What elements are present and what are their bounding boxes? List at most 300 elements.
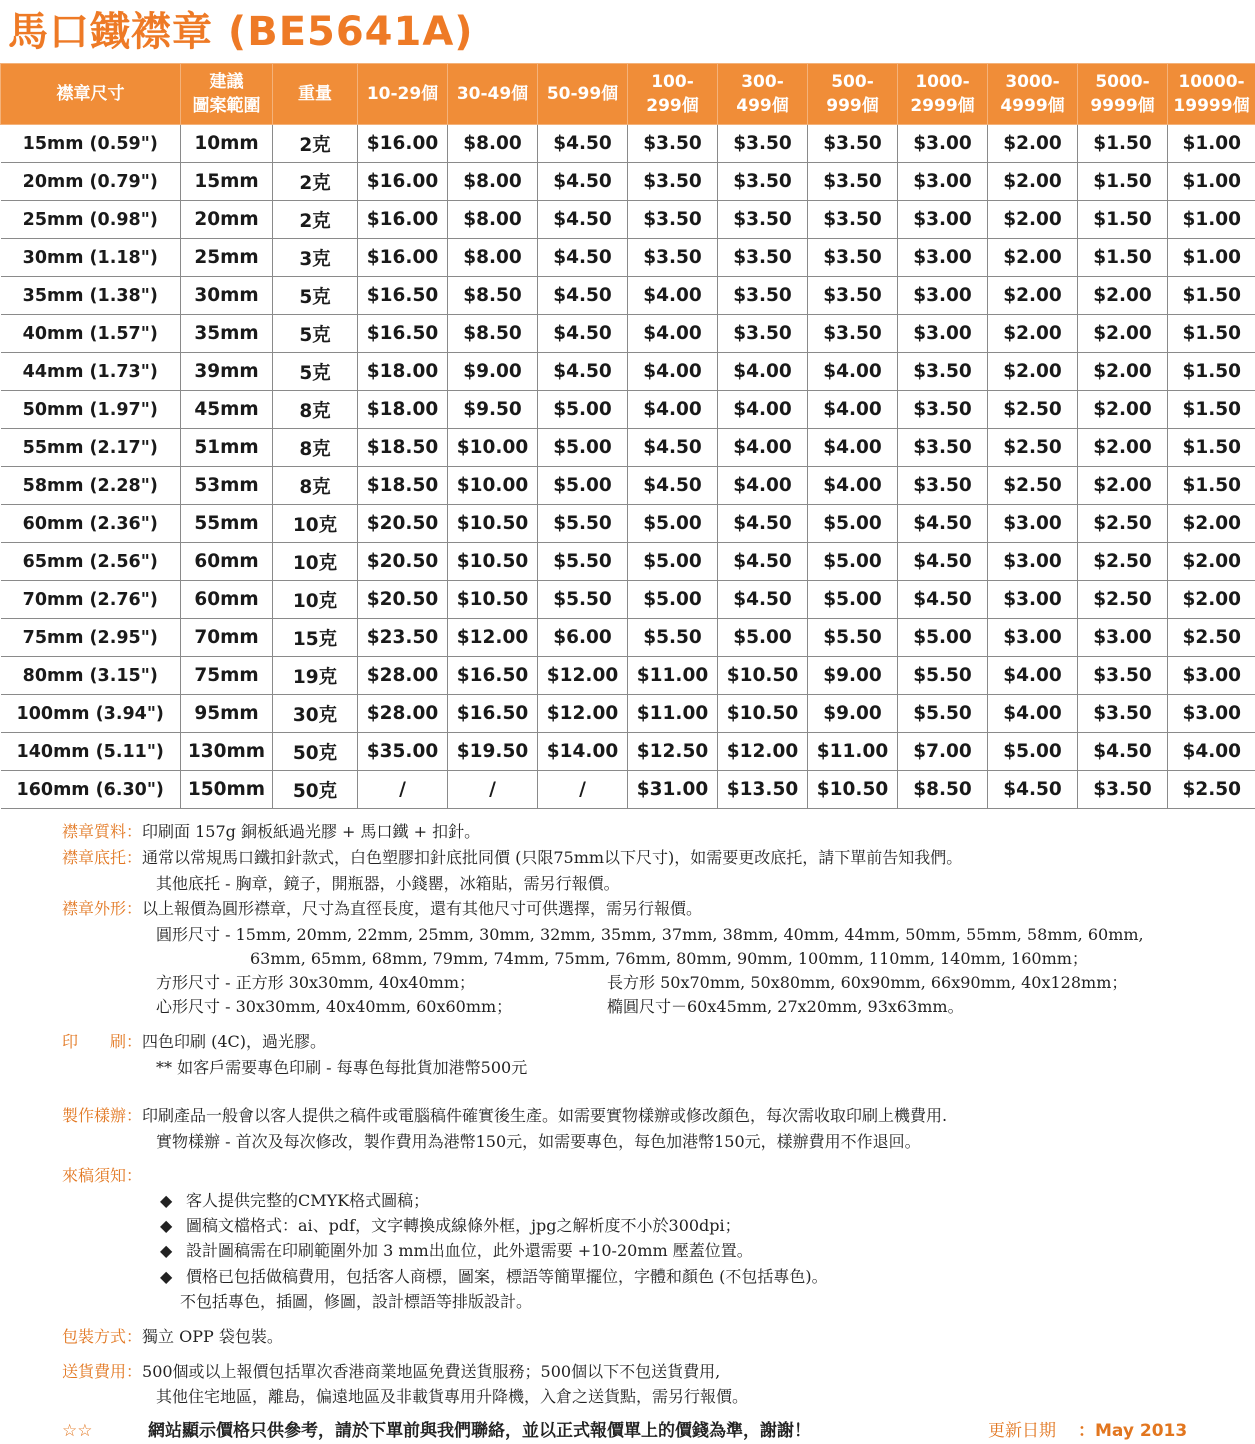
price-cell: $5.50 bbox=[898, 695, 988, 733]
sample-text: 印刷產品一般會以客人提供之稿件或電腦稿件確實後生產。如需要實物樣辦或修改顏色，每次需收取印刷上機費用. bbox=[142, 1106, 947, 1125]
price-cell: $1.00 bbox=[1168, 125, 1255, 163]
column-header: 100- 299個 bbox=[628, 64, 718, 125]
price-cell: $16.50 bbox=[448, 657, 538, 695]
size-cell: 100mm (3.94") bbox=[1, 695, 181, 733]
price-cell: $2.00 bbox=[1168, 581, 1255, 619]
design-area-cell: 60mm bbox=[181, 543, 273, 581]
design-area-cell: 75mm bbox=[181, 657, 273, 695]
price-cell: $3.00 bbox=[898, 163, 988, 201]
size-cell: 50mm (1.97") bbox=[1, 391, 181, 429]
price-cell: $4.50 bbox=[628, 429, 718, 467]
price-cell: $4.00 bbox=[988, 657, 1078, 695]
price-cell: $35.00 bbox=[358, 733, 448, 771]
price-cell: $12.50 bbox=[628, 733, 718, 771]
price-cell: $28.00 bbox=[358, 695, 448, 733]
column-header: 重量 bbox=[273, 64, 358, 125]
backing-label: 襟章底托： bbox=[62, 848, 142, 867]
price-cell: $10.50 bbox=[448, 581, 538, 619]
column-header: 10-29個 bbox=[358, 64, 448, 125]
design-area-cell: 15mm bbox=[181, 163, 273, 201]
price-cell: $3.50 bbox=[808, 163, 898, 201]
column-header: 500- 999個 bbox=[808, 64, 898, 125]
size-cell: 75mm (2.95") bbox=[1, 619, 181, 657]
price-cell: $2.00 bbox=[1078, 277, 1168, 315]
price-cell: $2.00 bbox=[988, 353, 1078, 391]
delivery-label: 送貨費用： bbox=[62, 1362, 142, 1381]
price-cell: $10.50 bbox=[448, 505, 538, 543]
price-cell: $3.00 bbox=[988, 505, 1078, 543]
price-cell: $4.50 bbox=[538, 125, 628, 163]
price-cell: $2.50 bbox=[988, 467, 1078, 505]
backing-note bbox=[62, 846, 962, 870]
price-cell: $4.50 bbox=[538, 353, 628, 391]
design-area-cell: 55mm bbox=[181, 505, 273, 543]
price-cell: $5.00 bbox=[808, 505, 898, 543]
artwork-item-text: 圖稿文檔格式：ai、pdf，文字轉換成線條外框，jpg之解析度不小於300dpi； bbox=[186, 1216, 741, 1235]
price-cell: $5.50 bbox=[538, 543, 628, 581]
column-header: 襟章尺寸 bbox=[1, 64, 181, 125]
price-cell: $3.50 bbox=[808, 125, 898, 163]
price-cell: $4.00 bbox=[808, 391, 898, 429]
weight-cell: 3克 bbox=[273, 239, 358, 277]
price-cell: $4.00 bbox=[628, 315, 718, 353]
price-cell: $5.00 bbox=[628, 505, 718, 543]
price-cell: $4.50 bbox=[538, 277, 628, 315]
material-note bbox=[62, 820, 480, 844]
sample-text-2: 實物樣辦 - 首次及每次修改，製作費用為港幣150元，如需要專色，每色加港幣150元，樣辦費用不作退回。 bbox=[156, 1130, 921, 1154]
price-cell: $3.50 bbox=[808, 201, 898, 239]
price-cell: $31.00 bbox=[628, 771, 718, 809]
table-row bbox=[1, 657, 1255, 695]
price-cell: $18.50 bbox=[358, 467, 448, 505]
column-header: 5000- 9999個 bbox=[1078, 64, 1168, 125]
updated-value: ：May 2013 bbox=[1078, 1418, 1187, 1444]
price-cell: $10.00 bbox=[448, 429, 538, 467]
table-row bbox=[1, 201, 1255, 239]
price-cell: $14.00 bbox=[538, 733, 628, 771]
artwork-item bbox=[160, 1239, 753, 1263]
oval-sizes: 橢圓尺寸－60x45mm, 27x20mm, 93x63mm。 bbox=[607, 995, 964, 1019]
price-cell: $3.00 bbox=[898, 315, 988, 353]
artwork-item-text: 價格已包括做稿費用，包括客人商標，圖案，標語等簡單擺位，字體和顏色 (不包括專色)。 bbox=[186, 1267, 828, 1286]
price-cell: $3.50 bbox=[718, 277, 808, 315]
price-cell: $3.00 bbox=[898, 239, 988, 277]
table-row bbox=[1, 315, 1255, 353]
column-header: 3000- 4999個 bbox=[988, 64, 1078, 125]
price-cell: $18.00 bbox=[358, 391, 448, 429]
price-cell: $2.00 bbox=[1078, 467, 1168, 505]
design-area-cell: 20mm bbox=[181, 201, 273, 239]
print-note bbox=[62, 1030, 326, 1054]
price-cell: $5.00 bbox=[718, 619, 808, 657]
table-row bbox=[1, 429, 1255, 467]
table-row bbox=[1, 163, 1255, 201]
design-area-cell: 10mm bbox=[181, 125, 273, 163]
packing-note bbox=[62, 1325, 283, 1349]
design-area-cell: 60mm bbox=[181, 581, 273, 619]
size-cell: 80mm (3.15") bbox=[1, 657, 181, 695]
shape-text: 以上報價為圓形襟章，尺寸為直徑長度，還有其他尺寸可供選擇，需另行報價。 bbox=[142, 899, 702, 918]
artwork-note bbox=[62, 1164, 142, 1188]
price-cell: $9.00 bbox=[448, 353, 538, 391]
price-cell: $5.50 bbox=[898, 657, 988, 695]
price-cell: $9.00 bbox=[808, 695, 898, 733]
diamond-bullet-icon: ◆ bbox=[160, 1189, 186, 1213]
design-area-cell: 51mm bbox=[181, 429, 273, 467]
price-cell: $3.50 bbox=[808, 239, 898, 277]
price-cell: $3.50 bbox=[628, 163, 718, 201]
size-cell: 160mm (6.30") bbox=[1, 771, 181, 809]
price-cell: $3.50 bbox=[898, 353, 988, 391]
price-cell: $16.00 bbox=[358, 239, 448, 277]
weight-cell: 8克 bbox=[273, 391, 358, 429]
price-cell: $1.00 bbox=[1168, 201, 1255, 239]
design-area-cell: 150mm bbox=[181, 771, 273, 809]
price-cell: $10.50 bbox=[718, 657, 808, 695]
column-header: 建議 圖案範圍 bbox=[181, 64, 273, 125]
table-row bbox=[1, 543, 1255, 581]
price-cell: $3.00 bbox=[988, 543, 1078, 581]
price-cell: $8.00 bbox=[448, 201, 538, 239]
price-cell: $3.50 bbox=[1078, 695, 1168, 733]
column-header: 30-49個 bbox=[448, 64, 538, 125]
size-cell: 65mm (2.56") bbox=[1, 543, 181, 581]
weight-cell: 19克 bbox=[273, 657, 358, 695]
price-cell: $4.00 bbox=[808, 467, 898, 505]
weight-cell: 2克 bbox=[273, 125, 358, 163]
price-cell: $9.00 bbox=[808, 657, 898, 695]
print-text-2: ** 如客戶需要專色印刷 - 每專色每批貨加港幣500元 bbox=[156, 1056, 527, 1080]
artwork-item-text: 設計圖稿需在印刷範圍外加 3 mm出血位，此外還需要 +10-20mm 壓蓋位置。 bbox=[186, 1241, 753, 1260]
diamond-bullet-icon: ◆ bbox=[160, 1265, 186, 1289]
price-cell: $2.00 bbox=[988, 277, 1078, 315]
price-cell: $16.50 bbox=[358, 277, 448, 315]
material-label: 襟章質料： bbox=[62, 822, 142, 841]
design-area-cell: 35mm bbox=[181, 315, 273, 353]
price-cell: $3.50 bbox=[1078, 771, 1168, 809]
weight-cell: 2克 bbox=[273, 201, 358, 239]
design-area-cell: 45mm bbox=[181, 391, 273, 429]
updated-label: 更新日期 bbox=[988, 1418, 1056, 1444]
weight-cell: 15克 bbox=[273, 619, 358, 657]
table-row bbox=[1, 353, 1255, 391]
price-cell: $5.00 bbox=[538, 391, 628, 429]
price-cell: $20.50 bbox=[358, 581, 448, 619]
price-cell: $1.00 bbox=[1168, 239, 1255, 277]
size-cell: 40mm (1.57") bbox=[1, 315, 181, 353]
price-cell: $16.00 bbox=[358, 163, 448, 201]
size-cell: 70mm (2.76") bbox=[1, 581, 181, 619]
price-cell: $11.00 bbox=[628, 695, 718, 733]
price-cell: $12.00 bbox=[718, 733, 808, 771]
weight-cell: 5克 bbox=[273, 315, 358, 353]
price-cell: $1.50 bbox=[1168, 391, 1255, 429]
price-cell: $4.50 bbox=[988, 771, 1078, 809]
round-sizes-1: 圓形尺寸 - 15mm, 20mm, 22mm, 25mm, 30mm, 32mm, 35mm, 37mm, 38mm, 40mm, 44mm, 50mm, 55mm, 58mm, 60mm, bbox=[156, 923, 1144, 947]
price-cell: $13.50 bbox=[718, 771, 808, 809]
price-cell: $8.00 bbox=[448, 125, 538, 163]
column-header: 300- 499個 bbox=[718, 64, 808, 125]
price-cell: $5.50 bbox=[628, 619, 718, 657]
price-cell: $2.50 bbox=[1078, 581, 1168, 619]
price-cell: $3.50 bbox=[628, 239, 718, 277]
material-text: 印刷面 157g 銅板紙過光膠 + 馬口鐵 + 扣針。 bbox=[142, 822, 480, 841]
price-cell: $5.00 bbox=[628, 581, 718, 619]
price-cell: $4.50 bbox=[898, 581, 988, 619]
price-cell: $4.00 bbox=[988, 695, 1078, 733]
weight-cell: 10克 bbox=[273, 543, 358, 581]
rect-sizes: 長方形 50x70mm, 50x80mm, 60x90mm, 66x90mm, 40x128mm； bbox=[607, 971, 1127, 995]
price-cell: $3.50 bbox=[718, 163, 808, 201]
disclaimer-text: 網站顯示價格只供參考，請於下單前與我們聯絡，並以正式報價單上的價錢為準，謝謝！ bbox=[148, 1418, 811, 1444]
backing-text-2: 其他底托 - 胸章，鏡子，開瓶器，小錢罌，冰箱貼，需另行報價。 bbox=[156, 872, 620, 896]
price-cell: $3.00 bbox=[1168, 657, 1255, 695]
price-cell: $3.00 bbox=[898, 201, 988, 239]
price-cell: $4.50 bbox=[898, 505, 988, 543]
table-row bbox=[1, 771, 1255, 809]
price-cell: $16.00 bbox=[358, 201, 448, 239]
price-cell: $3.50 bbox=[808, 277, 898, 315]
price-cell: $4.50 bbox=[538, 315, 628, 353]
price-cell: $18.00 bbox=[358, 353, 448, 391]
price-cell: $3.50 bbox=[718, 239, 808, 277]
print-text: 四色印刷 (4C)，過光膠。 bbox=[142, 1032, 326, 1051]
column-header: 10000- 19999個 bbox=[1168, 64, 1255, 125]
design-area-cell: 53mm bbox=[181, 467, 273, 505]
weight-cell: 10克 bbox=[273, 581, 358, 619]
price-cell: $8.50 bbox=[898, 771, 988, 809]
price-cell: $12.00 bbox=[538, 695, 628, 733]
price-cell: $4.50 bbox=[718, 543, 808, 581]
price-cell: $4.00 bbox=[1168, 733, 1255, 771]
size-cell: 60mm (2.36") bbox=[1, 505, 181, 543]
price-cell: $2.50 bbox=[1078, 505, 1168, 543]
price-cell: $4.50 bbox=[1078, 733, 1168, 771]
price-cell: $2.00 bbox=[988, 125, 1078, 163]
delivery-note bbox=[62, 1360, 720, 1384]
price-cell: $12.00 bbox=[448, 619, 538, 657]
size-cell: 35mm (1.38") bbox=[1, 277, 181, 315]
size-cell: 30mm (1.18") bbox=[1, 239, 181, 277]
weight-cell: 8克 bbox=[273, 429, 358, 467]
price-cell: $16.00 bbox=[358, 125, 448, 163]
price-cell: $16.50 bbox=[448, 695, 538, 733]
price-cell: $28.00 bbox=[358, 657, 448, 695]
price-cell: $2.50 bbox=[1168, 619, 1255, 657]
price-cell: $1.00 bbox=[1168, 163, 1255, 201]
price-cell: $1.50 bbox=[1078, 239, 1168, 277]
price-cell: $10.50 bbox=[718, 695, 808, 733]
delivery-text-2: 其他住宅地區，離島，偏遠地區及非載貨專用升降機，入倉之送貨點，需另行報價。 bbox=[156, 1385, 748, 1409]
price-cell: $3.50 bbox=[898, 429, 988, 467]
weight-cell: 2克 bbox=[273, 163, 358, 201]
price-cell: $2.00 bbox=[1078, 391, 1168, 429]
price-cell: $12.00 bbox=[538, 657, 628, 695]
weight-cell: 50克 bbox=[273, 771, 358, 809]
weight-cell: 10克 bbox=[273, 505, 358, 543]
packing-text: 獨立 OPP 袋包裝。 bbox=[142, 1327, 283, 1346]
price-cell: $20.50 bbox=[358, 543, 448, 581]
sample-label: 製作樣辦： bbox=[62, 1106, 142, 1125]
shape-label: 襟章外形： bbox=[62, 899, 142, 918]
price-cell: $1.50 bbox=[1078, 125, 1168, 163]
price-cell: $1.50 bbox=[1168, 315, 1255, 353]
price-cell: / bbox=[538, 771, 628, 809]
price-cell: $5.00 bbox=[628, 543, 718, 581]
weight-cell: 5克 bbox=[273, 353, 358, 391]
design-area-cell: 95mm bbox=[181, 695, 273, 733]
price-cell: $5.00 bbox=[808, 581, 898, 619]
price-cell: $5.00 bbox=[988, 733, 1078, 771]
table-row bbox=[1, 277, 1255, 315]
table-row bbox=[1, 581, 1255, 619]
price-cell: $2.50 bbox=[988, 429, 1078, 467]
price-cell: $4.00 bbox=[718, 353, 808, 391]
price-cell: $4.00 bbox=[718, 391, 808, 429]
price-cell: $4.50 bbox=[898, 543, 988, 581]
price-cell: $4.00 bbox=[628, 353, 718, 391]
price-cell: $3.50 bbox=[718, 201, 808, 239]
price-cell: $2.00 bbox=[988, 201, 1078, 239]
size-cell: 44mm (1.73") bbox=[1, 353, 181, 391]
price-cell: $5.50 bbox=[808, 619, 898, 657]
price-cell: $4.00 bbox=[808, 353, 898, 391]
packing-label: 包裝方式： bbox=[62, 1327, 142, 1346]
price-cell: $4.50 bbox=[718, 581, 808, 619]
price-cell: $4.00 bbox=[718, 429, 808, 467]
price-cell: $2.50 bbox=[1168, 771, 1255, 809]
price-cell: $18.50 bbox=[358, 429, 448, 467]
table-row bbox=[1, 391, 1255, 429]
price-cell: $1.50 bbox=[1078, 201, 1168, 239]
price-cell: $10.00 bbox=[448, 467, 538, 505]
diamond-bullet-icon: ◆ bbox=[160, 1239, 186, 1263]
price-cell: $16.50 bbox=[358, 315, 448, 353]
print-label: 印 刷： bbox=[62, 1032, 142, 1051]
table-row bbox=[1, 467, 1255, 505]
heart-sizes: 心形尺寸 - 30x30mm, 40x40mm, 60x60mm； bbox=[156, 995, 512, 1019]
square-sizes: 方形尺寸 - 正方形 30x30mm, 40x40mm； bbox=[156, 971, 475, 995]
price-cell: $3.50 bbox=[898, 391, 988, 429]
table-row bbox=[1, 733, 1255, 771]
price-cell: $3.50 bbox=[718, 125, 808, 163]
size-cell: 20mm (0.79") bbox=[1, 163, 181, 201]
price-cell: $5.00 bbox=[808, 543, 898, 581]
design-area-cell: 130mm bbox=[181, 733, 273, 771]
design-area-cell: 70mm bbox=[181, 619, 273, 657]
price-cell: $4.00 bbox=[808, 429, 898, 467]
price-cell: $1.50 bbox=[1168, 429, 1255, 467]
price-cell: $2.00 bbox=[1078, 429, 1168, 467]
price-cell: $4.50 bbox=[538, 201, 628, 239]
artwork-extra: 不包括專色，插圖，修圖，設計標語等排版設計。 bbox=[180, 1290, 532, 1314]
price-cell: $2.50 bbox=[1078, 543, 1168, 581]
price-table bbox=[0, 63, 1255, 809]
price-cell: $3.00 bbox=[898, 125, 988, 163]
price-cell: $5.50 bbox=[538, 581, 628, 619]
price-cell: $1.50 bbox=[1168, 467, 1255, 505]
price-cell: $3.00 bbox=[988, 581, 1078, 619]
round-sizes-2: 63mm, 65mm, 68mm, 79mm, 74mm, 75mm, 76mm, 80mm, 90mm, 100mm, 110mm, 140mm, 160mm； bbox=[250, 947, 1088, 971]
price-cell: $2.00 bbox=[1078, 353, 1168, 391]
price-cell: $2.00 bbox=[988, 163, 1078, 201]
price-cell: $5.00 bbox=[898, 619, 988, 657]
size-cell: 15mm (0.59") bbox=[1, 125, 181, 163]
price-cell: $2.00 bbox=[1168, 543, 1255, 581]
price-cell: $4.00 bbox=[718, 467, 808, 505]
artwork-item bbox=[160, 1265, 828, 1289]
price-cell: $5.00 bbox=[538, 467, 628, 505]
price-cell: / bbox=[448, 771, 538, 809]
sample-note bbox=[62, 1104, 947, 1128]
price-cell: $8.50 bbox=[448, 277, 538, 315]
price-cell: $23.50 bbox=[358, 619, 448, 657]
price-cell: $3.50 bbox=[628, 201, 718, 239]
price-cell: $5.50 bbox=[538, 505, 628, 543]
design-area-cell: 25mm bbox=[181, 239, 273, 277]
delivery-text: 500個或以上報價包括單次香港商業地區免費送貨服務；500個以下不包送貨費用, bbox=[142, 1362, 720, 1381]
artwork-item bbox=[160, 1189, 429, 1213]
shape-note bbox=[62, 897, 702, 921]
price-cell: $2.00 bbox=[1078, 315, 1168, 353]
price-cell: $2.00 bbox=[988, 239, 1078, 277]
price-cell: $3.50 bbox=[808, 315, 898, 353]
price-cell: $1.50 bbox=[1078, 163, 1168, 201]
price-cell: $2.00 bbox=[1168, 505, 1255, 543]
price-cell: $3.00 bbox=[898, 277, 988, 315]
table-row bbox=[1, 125, 1255, 163]
star-icon: ☆☆ bbox=[62, 1418, 92, 1444]
design-area-cell: 30mm bbox=[181, 277, 273, 315]
price-cell: $4.50 bbox=[628, 467, 718, 505]
price-cell: $1.50 bbox=[1168, 277, 1255, 315]
backing-text: 通常以常規馬口鐵扣針款式，白色塑膠扣針底批同價 (只限75mm以下尺寸)，如需要更改底托，請下單前告知我們。 bbox=[142, 848, 962, 867]
price-cell: $8.50 bbox=[448, 315, 538, 353]
price-cell: $19.50 bbox=[448, 733, 538, 771]
price-cell: $8.00 bbox=[448, 239, 538, 277]
size-cell: 58mm (2.28") bbox=[1, 467, 181, 505]
price-cell: $4.50 bbox=[538, 163, 628, 201]
column-header: 50-99個 bbox=[538, 64, 628, 125]
diamond-bullet-icon: ◆ bbox=[160, 1214, 186, 1238]
price-cell: $3.00 bbox=[988, 619, 1078, 657]
price-cell: $11.00 bbox=[628, 657, 718, 695]
price-cell: $2.50 bbox=[988, 391, 1078, 429]
price-cell: $8.00 bbox=[448, 163, 538, 201]
table-row bbox=[1, 695, 1255, 733]
design-area-cell: 39mm bbox=[181, 353, 273, 391]
size-cell: 140mm (5.11") bbox=[1, 733, 181, 771]
weight-cell: 50克 bbox=[273, 733, 358, 771]
table-header-row bbox=[1, 64, 1255, 125]
price-cell: $4.00 bbox=[628, 277, 718, 315]
price-cell: $4.00 bbox=[628, 391, 718, 429]
price-cell: $3.00 bbox=[1078, 619, 1168, 657]
size-cell: 25mm (0.98") bbox=[1, 201, 181, 239]
price-cell: $10.50 bbox=[448, 543, 538, 581]
price-cell: $20.50 bbox=[358, 505, 448, 543]
price-cell: $3.50 bbox=[628, 125, 718, 163]
price-cell: $3.00 bbox=[1168, 695, 1255, 733]
price-cell: $4.50 bbox=[718, 505, 808, 543]
page-title: 馬口鐵襟章 (BE5641A) bbox=[8, 4, 474, 60]
price-cell: $5.00 bbox=[538, 429, 628, 467]
price-cell: $11.00 bbox=[808, 733, 898, 771]
table-row bbox=[1, 505, 1255, 543]
price-cell: $3.50 bbox=[1078, 657, 1168, 695]
size-cell: 55mm (2.17") bbox=[1, 429, 181, 467]
column-header: 1000- 2999個 bbox=[898, 64, 988, 125]
